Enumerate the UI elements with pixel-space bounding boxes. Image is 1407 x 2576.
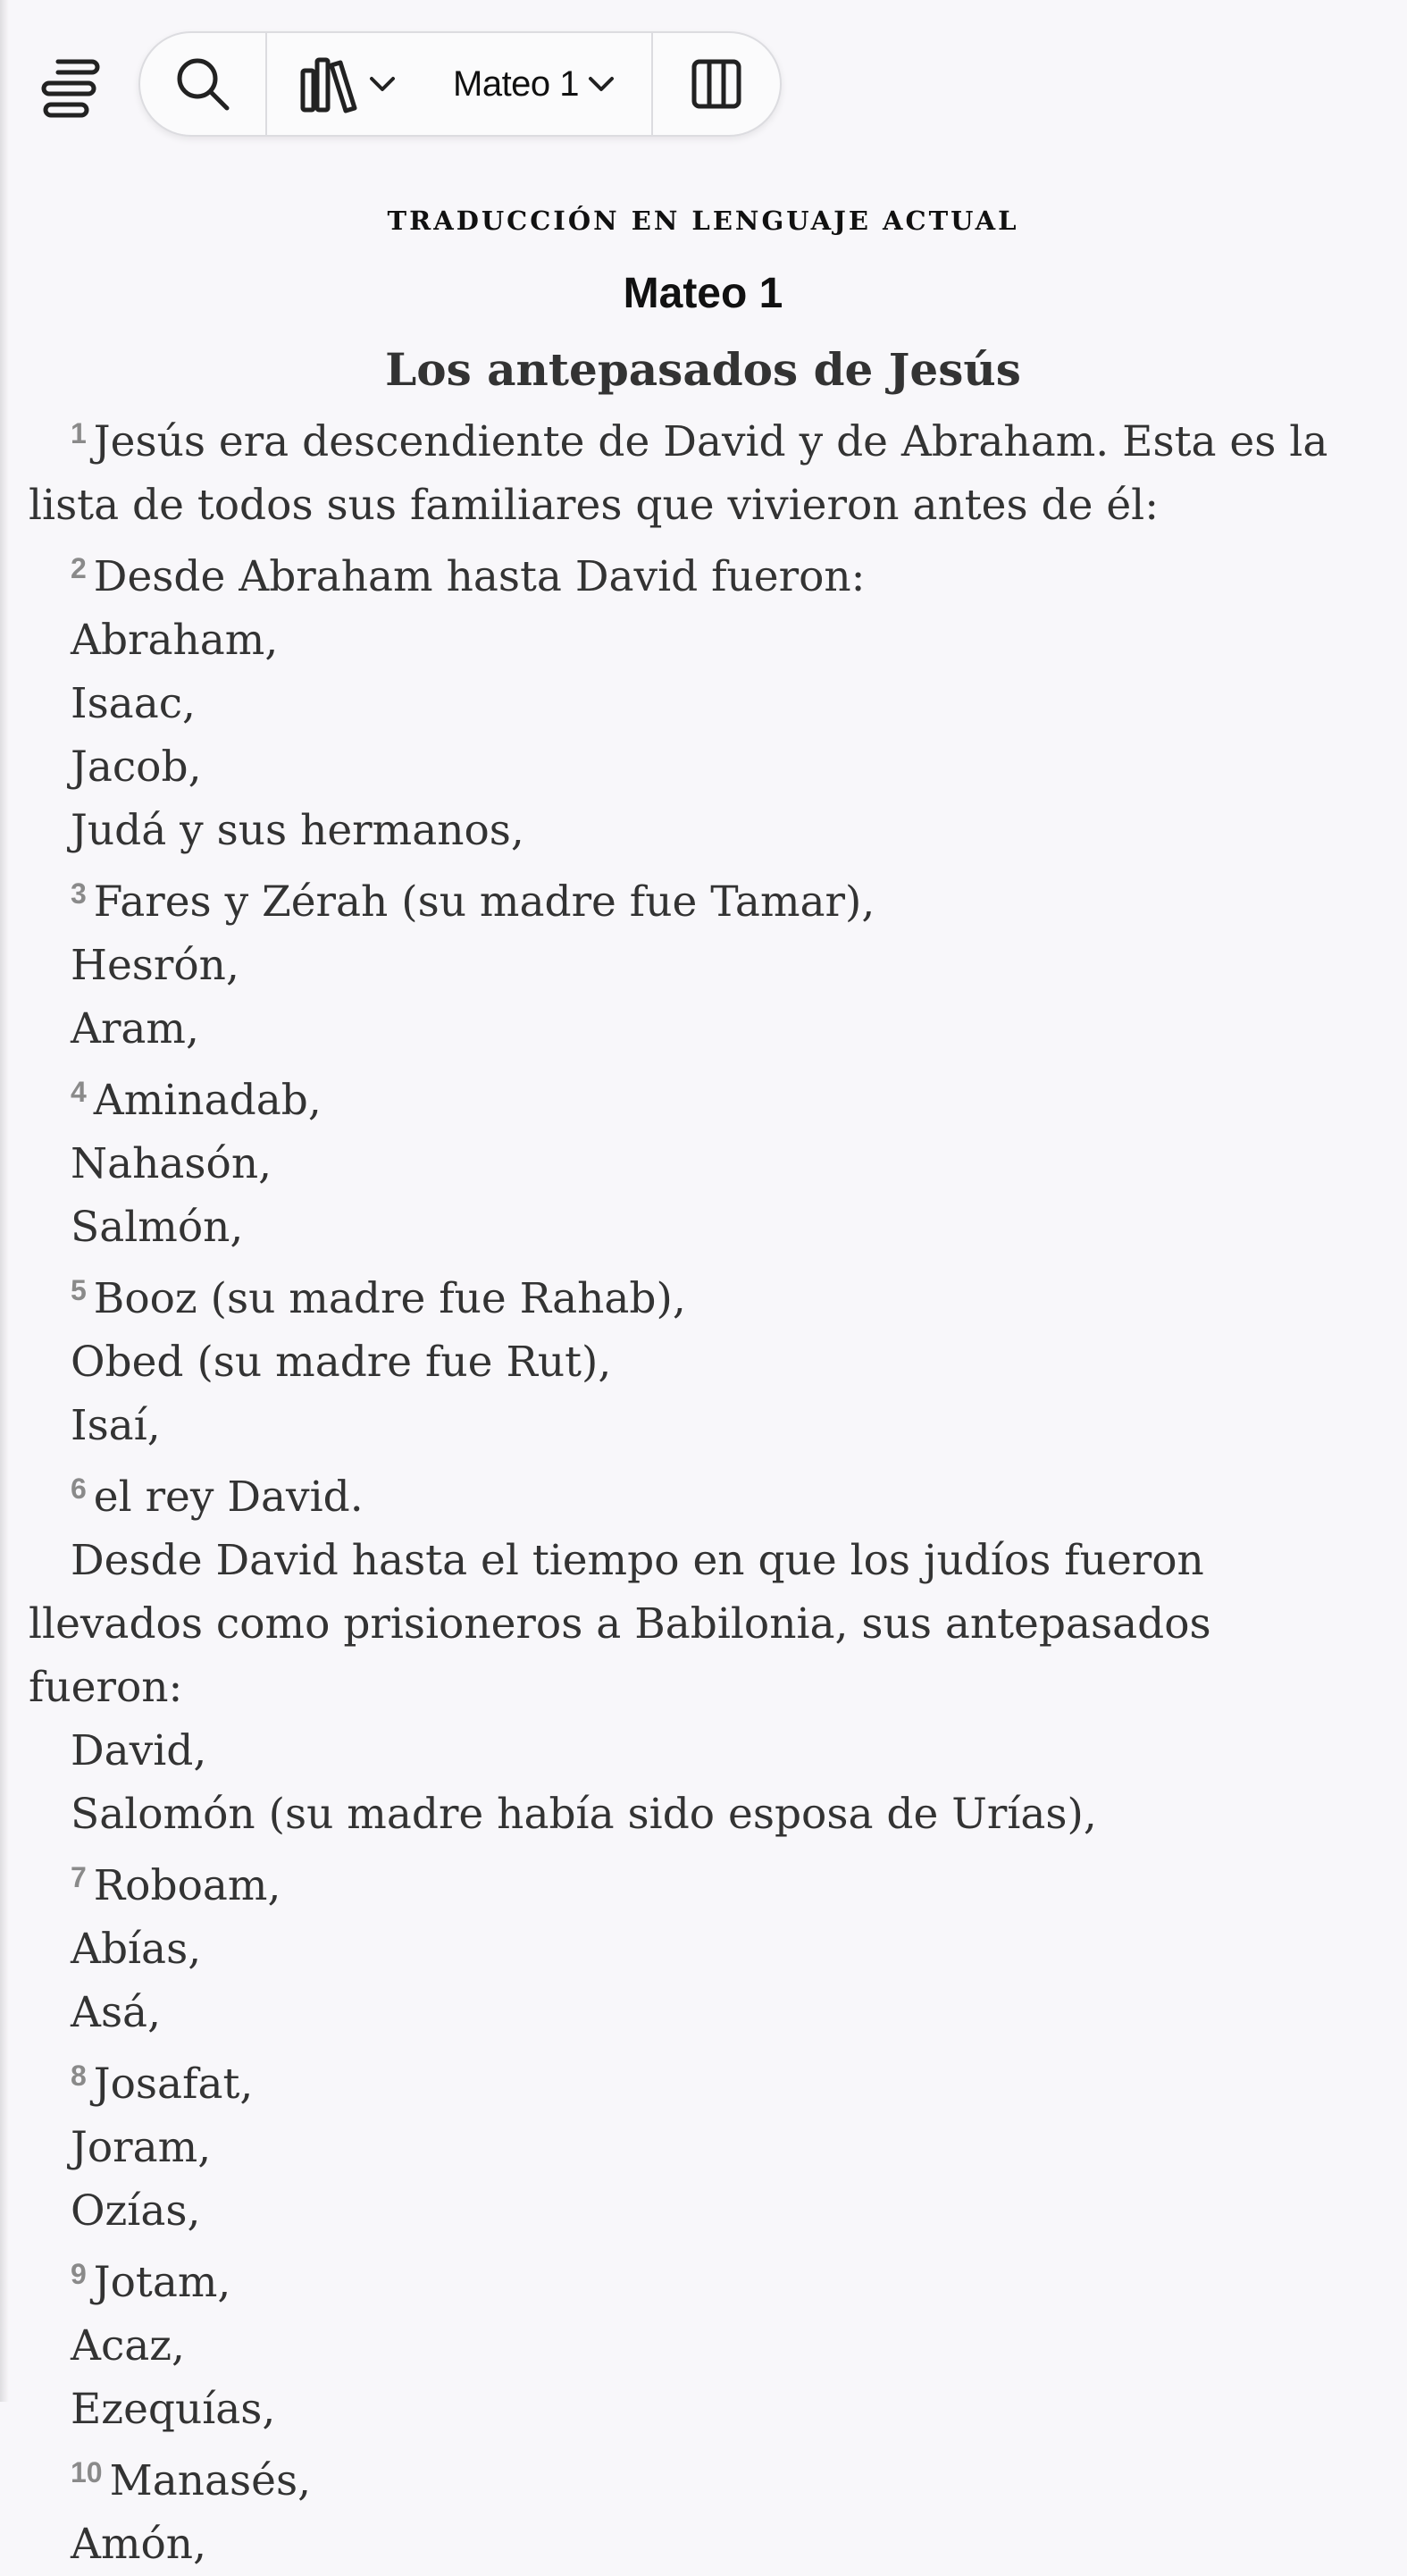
verse-5[interactable]: $^5$ Booz (su madre fue Rahab), [71,1274,686,1323]
version-selector[interactable] [299,55,398,113]
bible-version-title: TRADUCCIÓN EN LENGUAJE ACTUAL [387,206,1019,236]
verse-line[interactable]: Isaí, [71,1401,161,1450]
library-icon [299,55,360,113]
verse-line[interactable]: Jacob, [71,743,202,792]
verse-7[interactable]: $^7$ Roboam, [71,1861,281,1910]
verse-line[interactable]: Isaac, [71,679,196,728]
verse-number: 1 [71,417,87,449]
verse-number: 7 [71,1861,87,1893]
verse-line[interactable]: Hesrón, [71,941,239,990]
verse-number: 2 [71,552,87,584]
verse-line[interactable]: Acaz, [71,2321,185,2370]
verse-line[interactable]: Salomón (su madre había sido esposa de Urías), [71,1790,1097,1839]
verse-line[interactable]: Aram, [71,1004,199,1053]
verse-number: 4 [71,1076,87,1108]
verse-line[interactable]: Ozías, [71,2186,201,2236]
verse-9[interactable]: $^9$ Jotam, [71,2258,231,2307]
sidebar-edge-shadow [0,0,9,2402]
verse-line[interactable]: Abías, [71,1925,202,1974]
menu-icon [40,55,103,117]
reader-toolbar [138,31,782,137]
verse-line[interactable]: Obed (su madre fue Rut), [71,1338,612,1387]
parallel-columns-icon [690,57,743,111]
verse-1[interactable]: $^1$ Jesús era descendiente de David y de Abraham. Esta es la lista de todos sus familiares que vivieron antes de él: [29,417,1328,530]
verse-number: 3 [71,877,87,910]
verse-number: 10 [71,2456,103,2488]
verse-line[interactable]: Asá, [71,1988,162,2037]
verse-2[interactable]: $^2$ Desde Abraham hasta David fueron: [71,552,866,601]
section-heading: Los antepasados de Jesús [385,343,1021,396]
verse-number: 8 [71,2060,87,2092]
reference-selector[interactable] [267,33,651,135]
verse-line[interactable]: Judá y sus hermanos, [71,806,524,855]
verse-number: 5 [71,1274,87,1306]
chapter-title: Mateo 1 [623,270,783,317]
parallel-view-button[interactable] [653,33,780,135]
verse-text [29,402,1378,2576]
verse-line[interactable]: Abraham, [71,616,279,665]
verse-paragraph[interactable]: Desde David hasta el tiempo en que los judíos fueron llevados como prisioneros a Babilonia, sus antepasados fueron: [29,1536,1211,1712]
verse-line[interactable]: Amón, [71,2520,207,2569]
verse-line[interactable]: Ezequías, [71,2385,276,2434]
verse-line[interactable]: Joram, [71,2123,212,2172]
passage-content [29,197,1378,2576]
chapter-reference-label[interactable]: Mateo 1 [453,63,580,104]
chevron-down-icon [586,69,616,99]
verse-4[interactable]: $^4$ Aminadab, [71,1076,322,1125]
search-button[interactable] [140,33,265,135]
verse-10[interactable]: $^{10}$ Manasés, [71,2456,312,2505]
search-icon [173,55,232,113]
chevron-down-icon [367,69,398,99]
verse-number: 6 [71,1473,87,1505]
verse-3[interactable]: $^3$ Fares y Zérah (su madre fue Tamar), [71,877,875,927]
verse-6[interactable]: $^6$ el rey David. [71,1473,364,1522]
verse-line[interactable]: David, [71,1726,207,1775]
verse-line[interactable]: Nahasón, [71,1139,272,1188]
verse-8[interactable]: $^8$ Josafat, [71,2060,254,2109]
verse-number: 9 [71,2258,87,2290]
menu-button[interactable] [36,50,107,122]
verse-line[interactable]: Salmón, [71,1203,244,1252]
